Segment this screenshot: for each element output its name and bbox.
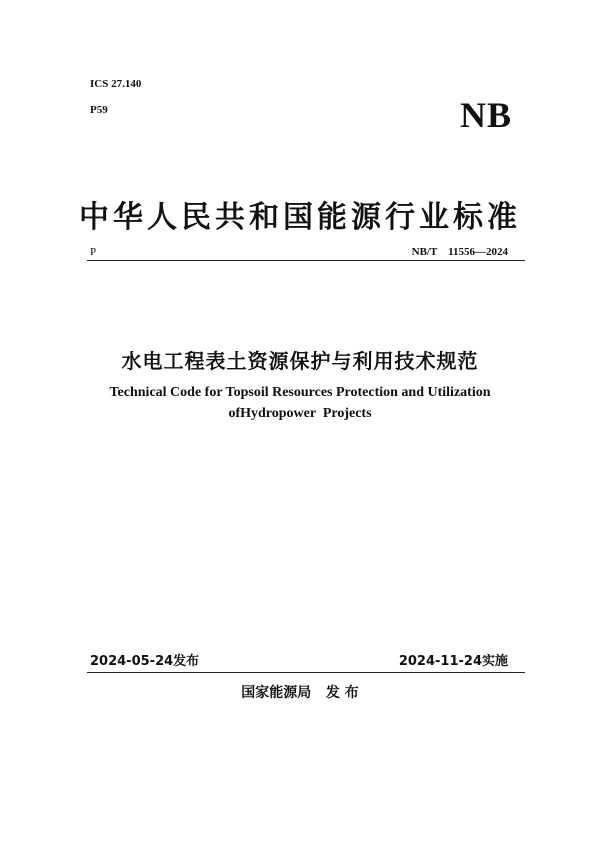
sub-header-mark: P bbox=[90, 246, 97, 258]
document-title-english-line-2: ofHydropower Projects bbox=[228, 406, 372, 421]
issuer: 国家能源局 发 布 bbox=[241, 685, 359, 701]
ics-code: ICS 27.140 bbox=[90, 78, 142, 90]
document-title-english bbox=[0, 382, 600, 424]
footer-divider bbox=[87, 672, 525, 673]
document-title-chinese: 水电工程表土资源保护与利用技术规范 bbox=[121, 349, 479, 373]
issue-date: 2024-05-24发布 bbox=[90, 654, 200, 669]
effective-date: 2024-11-24实施 bbox=[398, 654, 508, 669]
header-divider bbox=[87, 260, 525, 261]
main-title: 中华人民共和国能源行业标准 bbox=[79, 200, 521, 235]
standard-number: NB/T 11556—2024 bbox=[411, 246, 508, 258]
document-title-english-line-1: Technical Code for Topsoil Resources Protection and Utilization bbox=[109, 385, 491, 400]
classification-code: P59 bbox=[90, 104, 108, 116]
standard-mark: NB bbox=[459, 95, 512, 135]
